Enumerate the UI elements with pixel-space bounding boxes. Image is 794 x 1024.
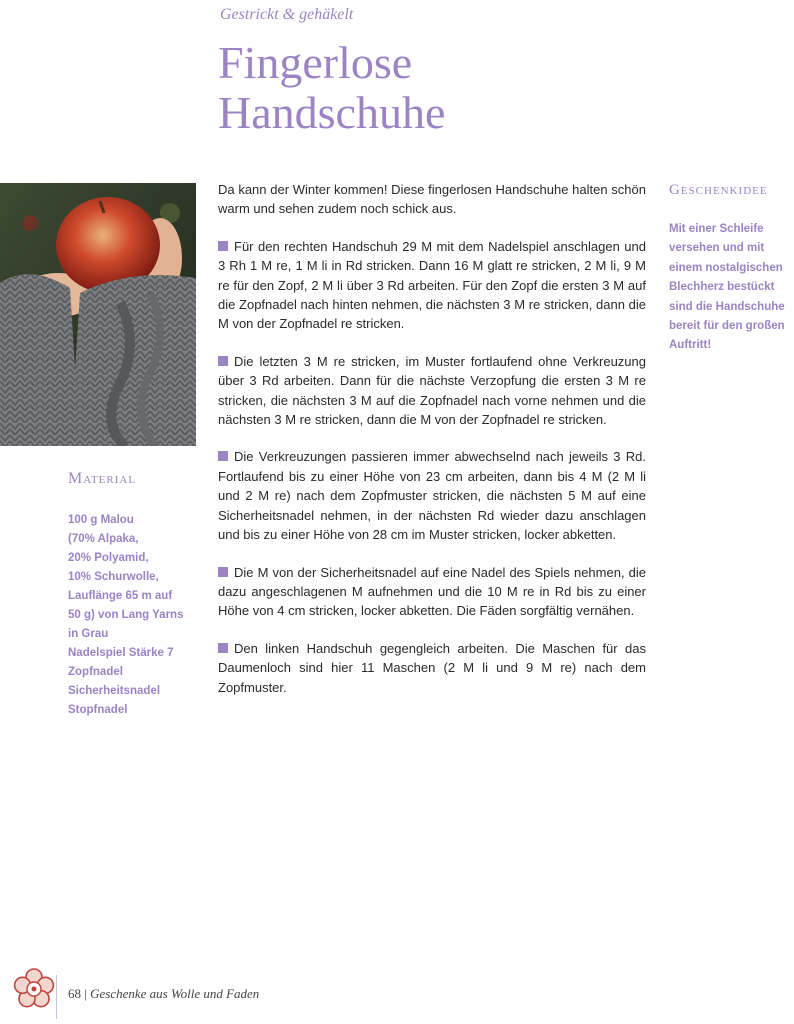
page-number: 68 bbox=[68, 986, 81, 1001]
gift-idea-heading: Geschenkidee bbox=[669, 182, 768, 198]
instructions bbox=[218, 180, 646, 715]
footer-divider bbox=[56, 975, 57, 1019]
step-text: Die letzten 3 M re stricken, im Muster fortlaufend ohne Verkreuzung über 3 Rd arbeiten. Dann für die nächste Verzopfung die ersten 3 M re stricken, die nächsten 3 M auf die Zopfnadel nach vorne nehmen und die nächsten 3 M re stricken, dann die M von der Zopfnadel re stricken. bbox=[218, 353, 646, 428]
step-text: Die Verkreuzungen passieren immer abwechselnd nach jeweils 3 Rd. Fortlaufend bis zu einer Höhe von 23 cm arbeiten, dann bis 4 M (2 M li und 2 M re) nach dem Zopfmuster stricken, die nächsten 5 M auf eine Sicherheitsnadel nehmen, in der nächsten Rd wieder dazu anschlagen und bis zu einer Höhe von 28 cm im Muster stricken, locker abketten. bbox=[218, 449, 646, 543]
material-item: 10% Schurwolle, bbox=[68, 571, 159, 583]
bullet-square-icon bbox=[218, 643, 228, 653]
material-item: Nadelspiel Stärke 7 bbox=[68, 647, 174, 659]
material-item: Stopfnadel bbox=[68, 704, 128, 716]
book-title: Geschenke aus Wolle und Faden bbox=[90, 986, 260, 1001]
instruction-step bbox=[218, 447, 646, 544]
footer-separator: | bbox=[84, 986, 87, 1001]
material-item: Lauflänge 65 m auf bbox=[68, 590, 173, 602]
page-title bbox=[218, 38, 638, 138]
bullet-square-icon bbox=[218, 241, 228, 251]
step-text: Für den rechten Handschuh 29 M mit dem Nadelspiel anschlagen und 3 Rh 1 M re, 1 M li in Rd stricken. Dann 16 M glatt re stricken, 2 M li, 9 M re für den Zopf, 2 M li über 3 Rd arbeiten. Für den Zopf die ersten 3 M auf die Zopfnadel nach hinten nehmen, die nächsten 3 M re stricken, dann die M von der Zopfnadel re stricken. bbox=[218, 238, 646, 332]
bullet-square-icon bbox=[218, 567, 228, 577]
instruction-step bbox=[218, 352, 646, 430]
material-heading: Material bbox=[68, 470, 137, 487]
title-line-1: Fingerlose bbox=[218, 37, 413, 88]
material-item: in Grau bbox=[68, 628, 109, 640]
page-footer bbox=[68, 986, 259, 1002]
instruction-step bbox=[218, 639, 646, 697]
section-kicker: Gestrickt & gehäkelt bbox=[220, 6, 354, 23]
bullet-square-icon bbox=[218, 451, 228, 461]
gloves-photo bbox=[0, 183, 196, 446]
step-text: Den linken Handschuh gegengleich arbeiten. Die Maschen für das Daumenloch sind hier 11 Maschen (2 M li und 9 M re) nach dem Zopfmuster. bbox=[218, 640, 646, 695]
material-item: (70% Alpaka, bbox=[68, 533, 139, 545]
bullet-square-icon bbox=[218, 356, 228, 366]
material-item: Sicherheitsnadel bbox=[68, 685, 161, 697]
title-line-2: Handschuhe bbox=[218, 87, 446, 138]
step-text: Die M von der Sicherheitsnadel auf eine Nadel des Spiels nehmen, die dazu angeschlagenen M aufnehmen und die 10 M re in Rd bis zu einer Höhe von 4 cm stricken, locker abketten. Die Fäden sorgfältig vernähen. bbox=[218, 564, 646, 619]
gloves-photo-illustration bbox=[0, 183, 196, 446]
intro-paragraph: Da kann der Winter kommen! Diese fingerlosen Handschuhe halten schön warm und sehen zudem noch schick aus. bbox=[218, 182, 646, 217]
material-list bbox=[68, 511, 198, 720]
material-item: 20% Polyamid, bbox=[68, 552, 149, 564]
instruction-step bbox=[218, 237, 646, 334]
flower-ornament-icon bbox=[12, 967, 56, 1011]
material-item: Zopfnadel bbox=[68, 666, 123, 678]
gift-idea-text: Mit einer Schleife versehen und mit einem nostalgischen Blechherz bestückt sind die Handschuhe bereit für den großen Auftritt! bbox=[669, 223, 785, 352]
material-item: 100 g Malou bbox=[68, 514, 134, 526]
instruction-step bbox=[218, 563, 646, 621]
material-item: 50 g) von Lang Yarns bbox=[68, 609, 184, 621]
